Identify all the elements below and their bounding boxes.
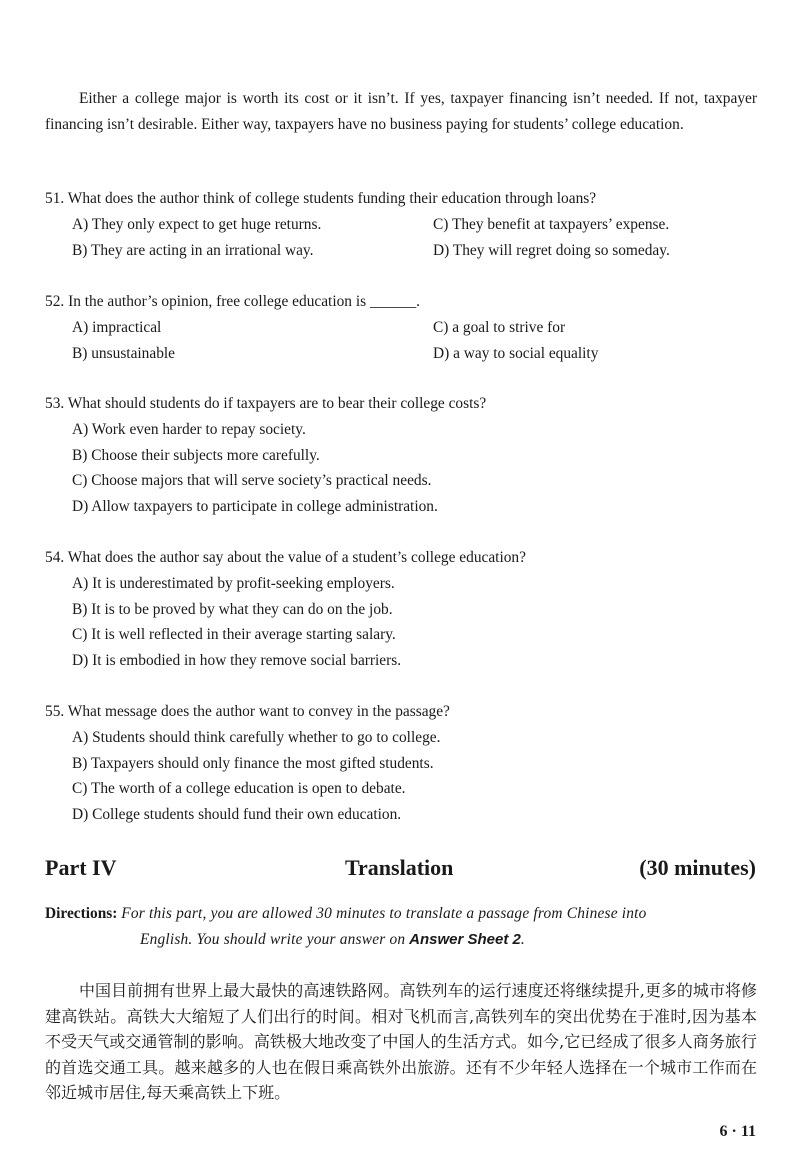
option-row <box>45 622 760 648</box>
option-a: A) impractical <box>72 319 162 336</box>
option-row <box>45 776 760 802</box>
question-52 <box>45 289 760 366</box>
option-d: D) College students should fund their own education. <box>72 806 402 824</box>
option-a: A) Work even harder to repay society. <box>72 421 306 438</box>
directions-line-2 <box>45 927 757 953</box>
part-header <box>45 853 756 883</box>
answer-sheet-ref: Answer Sheet 2 <box>409 931 521 948</box>
option-row <box>45 725 760 751</box>
option-row <box>45 212 760 238</box>
option-c: C) a goal to strive for <box>433 319 566 336</box>
option-row <box>45 648 760 674</box>
intro-paragraph-text: Either a college major is worth its cost or it isn’t. If yes, taxpayer financing isn’t needed. If not, taxpayer financing isn’t desirable. Either way, taxpayers have no business paying for students’ college education. <box>45 90 757 133</box>
question-53 <box>45 391 760 520</box>
option-d: D) Allow taxpayers to participate in college administration. <box>72 498 438 516</box>
option-b: B) It is to be proved by what they can do on the job. <box>72 600 393 618</box>
option-d: D) a way to social equality <box>433 344 599 362</box>
question-stem: 51. What does the author think of college students funding their education through loans? <box>45 190 597 207</box>
option-a: A) It is underestimated by profit-seeking employers. <box>72 575 395 592</box>
option-row <box>45 417 760 443</box>
option-d: D) It is embodied in how they remove social barriers. <box>72 652 402 670</box>
option-d: D) They will regret doing so someday. <box>433 241 670 259</box>
option-c: C) It is well reflected in their average starting salary. <box>72 626 396 644</box>
option-b: B) Taxpayers should only finance the most gifted students. <box>72 754 434 772</box>
option-a: A) Students should think carefully whether to go to college. <box>72 729 441 746</box>
part-number: Part IV <box>45 855 117 880</box>
directions-line-1 <box>45 900 757 927</box>
option-row <box>45 571 760 597</box>
chinese-passage-text: 中国目前拥有世界上最大最快的高速铁路网。高铁列车的运行速度还将继续提升,更多的城市将修建高铁站。高铁大大缩短了人们出行的时间。相对飞机而言,高铁列车的突出优势在于准时,因为基本不受天气或交通管制的影响。高铁极大地改变了中国人的生活方式。如今,它已经成了很多人商务旅行的首选交通工具。越来越多的人也在假日乘高铁外出旅游。还有不少年轻人选择在一个城市工作而在邻近城市居住,每天乘高铁上下班。 <box>45 981 757 1103</box>
option-a: A) They only expect to get huge returns. <box>72 216 322 233</box>
option-c: C) The worth of a college education is open to debate. <box>72 780 406 798</box>
chinese-passage <box>45 978 757 1106</box>
option-row <box>45 494 760 520</box>
option-b: B) Choose their subjects more carefully. <box>72 446 320 464</box>
part-time: (30 minutes) <box>639 855 756 880</box>
question-stem: 54. What does the author say about the value of a student’s college education? <box>45 549 526 566</box>
option-row <box>45 597 760 623</box>
option-row <box>45 468 760 494</box>
option-row <box>45 802 760 828</box>
page-number: 6 · 11 <box>719 1123 756 1140</box>
option-c: C) Choose majors that will serve society’s practical needs. <box>72 472 432 490</box>
directions-period: . <box>520 931 525 948</box>
option-row <box>45 341 760 367</box>
directions-text-1: For this part, you are allowed 30 minutes to translate a passage from Chinese into <box>121 905 647 922</box>
option-row <box>45 238 760 264</box>
option-b: B) unsustainable <box>72 344 176 362</box>
option-b: B) They are acting in an irrational way. <box>72 241 314 259</box>
directions-label: Directions: <box>45 905 118 922</box>
option-row <box>45 315 760 341</box>
question-stem: 55. What message does the author want to convey in the passage? <box>45 703 450 720</box>
question-stem: 53. What should students do if taxpayers are to bear their college costs? <box>45 395 487 412</box>
question-54 <box>45 545 760 674</box>
directions-text-2: English. You should write your answer on <box>140 931 406 948</box>
intro-paragraph <box>45 86 757 137</box>
directions <box>45 900 757 953</box>
option-c: C) They benefit at taxpayers’ expense. <box>433 216 670 233</box>
question-55 <box>45 699 760 828</box>
option-row <box>45 443 760 469</box>
part-title: Translation <box>345 855 454 880</box>
question-51 <box>45 186 760 263</box>
question-stem: 52. In the author’s opinion, free college education is ______. <box>45 293 420 310</box>
option-row <box>45 751 760 777</box>
